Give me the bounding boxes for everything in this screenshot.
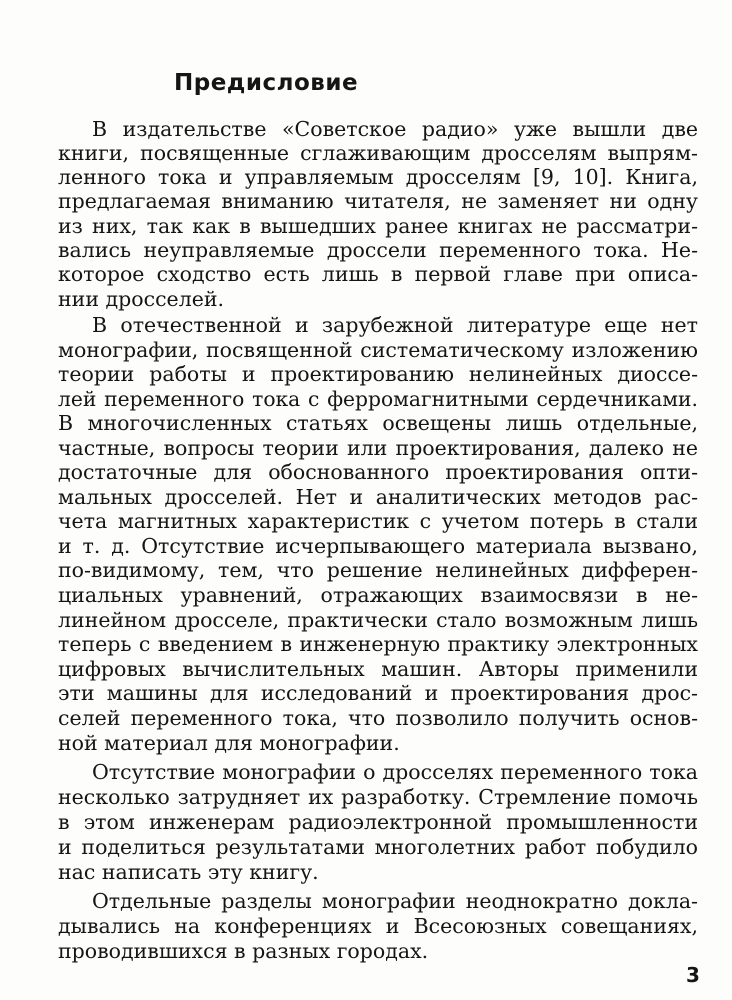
text-line: вались неуправляемые дроссели переменного тока. Не- bbox=[58, 238, 698, 262]
text-line: книги, посвященные сглаживающим дросселям выпрям- bbox=[58, 141, 698, 165]
text-line: достаточные для обоснованного проектирования опти- bbox=[58, 460, 698, 484]
text-line: В многочисленных статьях освещены лишь отдельные, bbox=[58, 411, 698, 435]
text-line: которое сходство есть лишь в первой главе при описа- bbox=[58, 262, 698, 286]
text-line: ной материал для монографии. bbox=[58, 731, 400, 755]
text-line: Отсутствие монографии о дросселях переменного тока bbox=[92, 760, 698, 784]
text-line: монографии, посвященной систематическому изложению bbox=[58, 338, 698, 362]
text-line: в этом инженерам радиоэлектронной промышленности bbox=[58, 810, 698, 834]
text-line: цифровых вычислительных машин. Авторы применили bbox=[58, 657, 698, 681]
text-line: мальных дросселей. Нет и аналитических методов рас- bbox=[58, 485, 698, 509]
text-line: линейном дросселе, практически стало возможным лишь bbox=[58, 608, 698, 632]
page-title: Предисловие bbox=[174, 70, 359, 96]
page-number: 3 bbox=[686, 963, 700, 987]
text-line: нии дросселей. bbox=[58, 287, 225, 311]
text-line: В издательстве «Советское радио» уже вышли две bbox=[92, 117, 698, 141]
text-line: нас написать эту книгу. bbox=[58, 860, 319, 884]
text-line: и поделиться результатами многолетних работ побудило bbox=[58, 835, 698, 859]
text-line: эти машины для исследований и проектирования дрос- bbox=[58, 681, 698, 705]
text-line: несколько затрудняет их разработку. Стремление помочь bbox=[58, 785, 698, 809]
text-line: из них, так как в вышедших ранее книгах не рассматри- bbox=[58, 214, 698, 238]
text-line: предлагаемая вниманию читателя, не заменяет ни одну bbox=[58, 189, 698, 213]
text-line: селей переменного тока, что позволило получить основ- bbox=[58, 706, 698, 730]
text-line: Отдельные разделы монографии неоднократно докла- bbox=[92, 889, 698, 913]
text-line: проводившихся в разных городах. bbox=[58, 939, 429, 963]
text-line: частные, вопросы теории или проектирования, далеко не bbox=[58, 436, 698, 460]
text-line: ленного тока и управляемым дросселям [9, 10]. Книга, bbox=[58, 165, 698, 189]
text-line: и т. д. Отсутствие исчерпывающего материала вызвано, bbox=[58, 534, 698, 558]
text-line: теории работы и проектированию нелинейных диоссе- bbox=[58, 362, 698, 386]
text-line: циальных уравнений, отражающих взаимосвязи в не- bbox=[58, 583, 698, 607]
text-line: теперь с введением в инженерную практику электронных bbox=[58, 632, 698, 656]
text-line: В отечественной и зарубежной литературе еще нет bbox=[92, 313, 698, 337]
text-line: по-видимому, тем, что решение нелинейных дифферен- bbox=[58, 558, 698, 582]
text-line: дывались на конференциях и Всесоюзных совещаниях, bbox=[58, 914, 698, 938]
text-line: лей переменного тока с ферромагнитными сердечниками. bbox=[58, 387, 698, 411]
text-line: чета магнитных характеристик с учетом потерь в стали bbox=[58, 509, 698, 533]
